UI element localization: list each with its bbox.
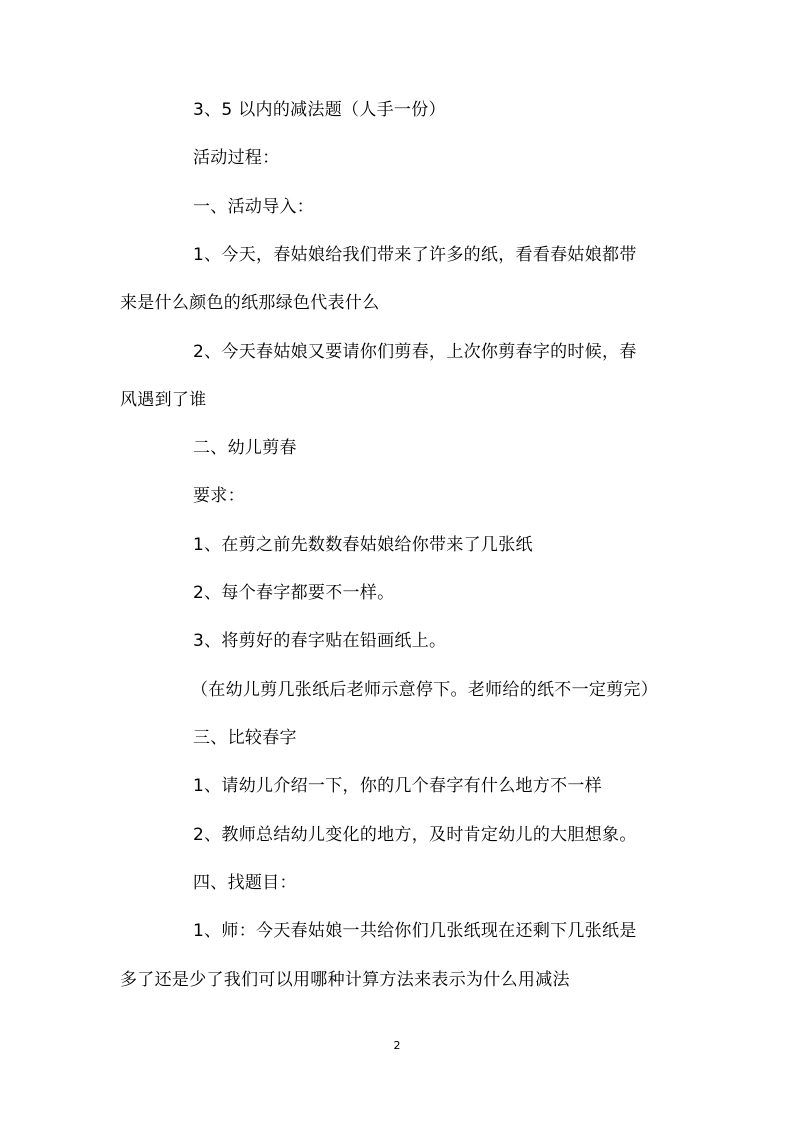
paragraph-2-line-1: 2、今天春姑娘又要请你们剪春，上次你剪春字的时候，春 (193, 342, 637, 362)
problem-item-1-line-2: 多了还是少了我们可以用哪种计算方法来表示为什么用减法 (120, 970, 570, 990)
material-item-3: 3、5 以内的减法题（人手一份） (193, 100, 446, 120)
section-heading-3: 三、比较春字 (193, 728, 297, 748)
requirements-label: 要求： (193, 486, 245, 506)
compare-item-1: 1、请幼儿介绍一下，你的几个春字有什么地方不一样 (193, 776, 603, 796)
paragraph-1-line-1: 1、今天，春姑娘给我们带来了许多的纸，看看春姑娘都带 (193, 245, 637, 265)
section-heading-1: 一、活动导入： (193, 197, 315, 217)
paragraph-2-line-2: 风遇到了谁 (120, 390, 207, 410)
compare-item-2: 2、教师总结幼儿变化的地方，及时肯定幼儿的大胆想象。 (193, 825, 637, 845)
requirement-2: 2、每个春字都要不一样。 (193, 583, 395, 603)
paragraph-1-line-2: 来是什么颜色的纸那绿色代表什么 (120, 293, 380, 313)
section-heading-4: 四、找题目： (193, 873, 297, 893)
problem-item-1-line-1: 1、师：今天春姑娘一共给你们几张纸现在还剩下几张纸是 (193, 921, 637, 941)
parenthetical-note: （在幼儿剪几张纸后老师示意停下。老师给的纸不一定剪完） (191, 680, 659, 700)
page-number: 2 (393, 1039, 401, 1052)
requirement-3: 3、将剪好的春字贴在铅画纸上。 (193, 631, 447, 651)
section-label-activity-process: 活动过程： (193, 148, 280, 168)
section-heading-2: 二、幼儿剪春 (193, 438, 297, 458)
requirement-1: 1、在剪之前先数数春姑娘给你带来了几张纸 (193, 535, 533, 555)
